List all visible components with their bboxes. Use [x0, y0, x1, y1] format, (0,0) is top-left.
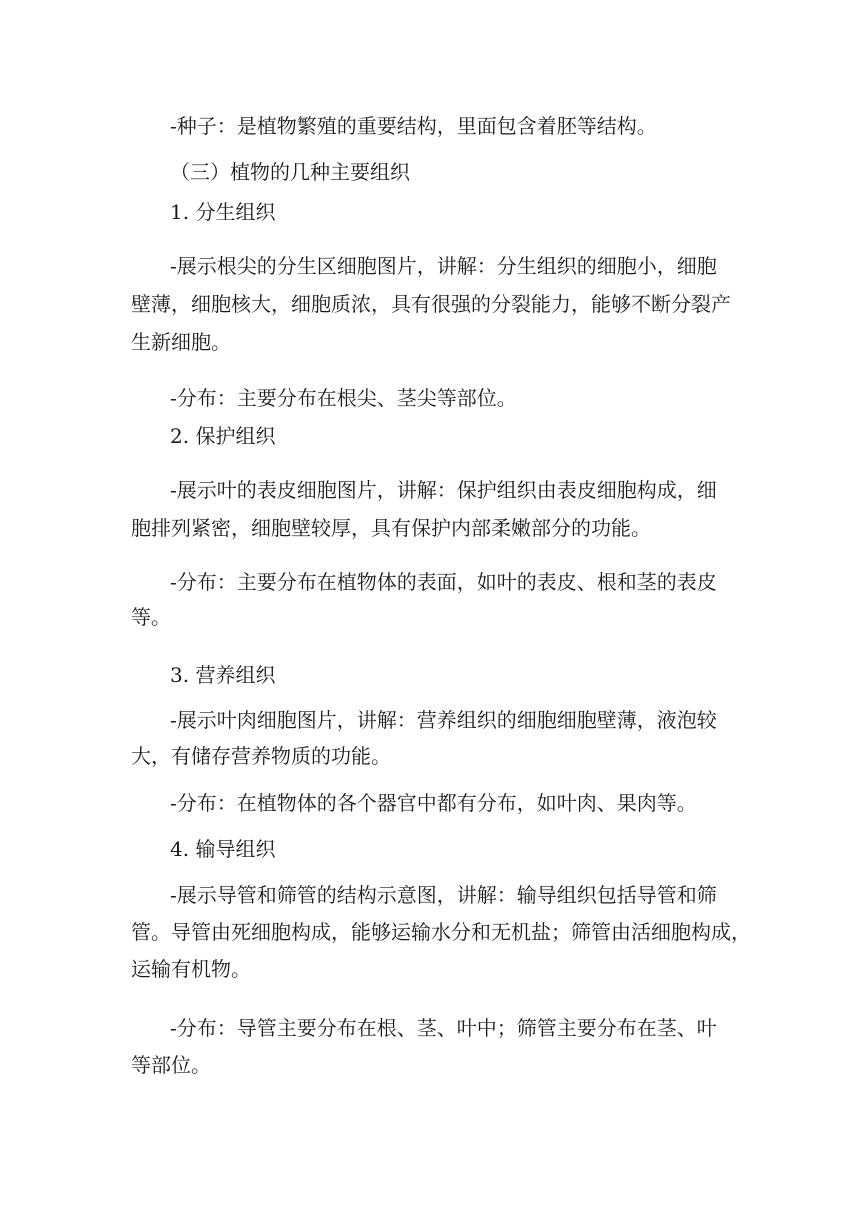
protective-distribution-line-2: 等。 — [131, 605, 171, 629]
nutritive-description-line-1: -展示叶肉细胞图片，讲解：营养组织的细胞细胞壁薄，液泡较 — [170, 708, 717, 732]
conducting-description-line-2: 管。导管由死细胞构成，能够运输水分和无机盐；筛管由活细胞构成， — [131, 920, 751, 944]
seed-bullet: -种子：是植物繁殖的重要结构，里面包含着胚等结构。 — [170, 114, 657, 138]
meristem-description-line-1: -展示根尖的分生区细胞图片，讲解：分生组织的细胞小，细胞 — [170, 254, 717, 278]
subheading-protective-tissue: 2. 保护组织 — [170, 424, 276, 448]
protective-distribution-line-1: -分布：主要分布在植物体的表面，如叶的表皮、根和茎的表皮 — [170, 570, 717, 594]
conducting-distribution-line-2: 等部位。 — [131, 1053, 211, 1077]
conducting-distribution-line-1: -分布：导管主要分布在根、茎、叶中；筛管主要分布在茎、叶 — [170, 1016, 717, 1040]
meristem-description-line-3: 生新细胞。 — [131, 330, 231, 354]
conducting-description-line-3: 运输有机物。 — [131, 957, 251, 981]
meristem-distribution: -分布：主要分布在根尖、茎尖等部位。 — [170, 386, 517, 410]
nutritive-description-line-2: 大，有储存营养物质的功能。 — [131, 744, 391, 768]
protective-description-line-1: -展示叶的表皮细胞图片，讲解：保护组织由表皮细胞构成，细 — [170, 478, 717, 502]
section-heading-plant-tissues: （三）植物的几种主要组织 — [170, 160, 410, 184]
subheading-nutritive-tissue: 3. 营养组织 — [170, 663, 276, 687]
subheading-meristematic-tissue: 1. 分生组织 — [170, 200, 276, 224]
subheading-conducting-tissue: 4. 输导组织 — [170, 837, 276, 861]
meristem-description-line-2: 壁薄，细胞核大，细胞质浓，具有很强的分裂能力，能够不断分裂产 — [131, 292, 731, 316]
conducting-description-line-1: -展示导管和筛管的结构示意图，讲解：输导组织包括导管和筛 — [170, 883, 717, 907]
protective-description-line-2: 胞排列紧密，细胞壁较厚，具有保护内部柔嫩部分的功能。 — [131, 516, 651, 540]
nutritive-distribution: -分布：在植物体的各个器官中都有分布，如叶肉、果肉等。 — [170, 791, 697, 815]
